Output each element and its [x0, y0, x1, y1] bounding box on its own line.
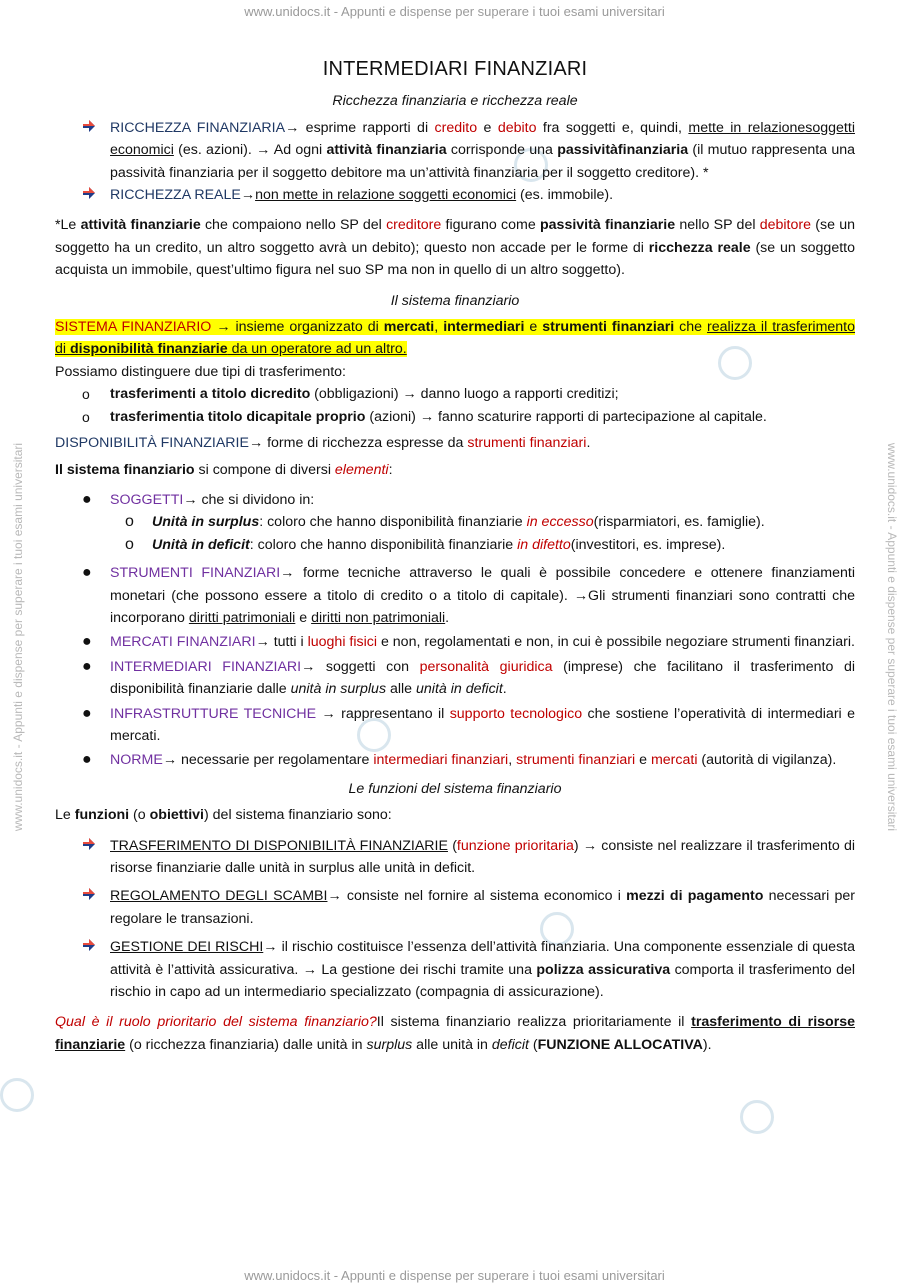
circle-bullet-icon: o: [125, 535, 134, 553]
functions-list: [55, 835, 855, 1004]
arrow-bullet-icon: [82, 837, 96, 851]
section-heading: Ricchezza finanziaria e ricchezza reale: [332, 93, 578, 110]
list-item: RICCHEZZA REALE→non mette in relazione soggetti economici (es. immobile).: [55, 184, 855, 206]
arrow-icon: →: [240, 187, 256, 204]
arrow-icon: →: [216, 319, 231, 336]
term-label: RICCHEZZA FINANZIARIA: [110, 119, 286, 136]
list-item: ● STRUMENTI FINANZIARI→ forme tecniche attraverso le quali è possibile concedere e ottenere finanziamenti monetari (che possono essere a titolo di credito o a titolo di capitale). →Gli strumenti finanziari sono contratti che incorporano diritti patrimoniali e diritti non patrimoniali.: [82, 564, 855, 626]
list-item: REGOLAMENTO DEGLI SCAMBI→ consiste nel fornire al sistema economico i mezzi di pagamento necessari per regolare le transazioni.: [55, 885, 855, 930]
functions-intro: Le funzioni (o obiettivi) del sistema finanziario sono:: [55, 807, 392, 824]
arrow-bullet-icon: [82, 887, 96, 901]
components-intro: Il sistema finanziario si compone di diversi elementi:: [55, 461, 393, 478]
arrow-bullet-icon: [82, 119, 96, 133]
circle-bullet-icon: o: [82, 408, 90, 425]
list-item: RICCHEZZA FINANZIARIA→ esprime rapporti di credito e debito fra soggetti e, quindi, mette in relazionesoggetti economici (es. azioni). → Ad ogni attività finanziaria corrisponde una passivitàfinanziaria (il mutuo rappresenta una passività finanziaria per il soggetto debitore ma un’attività finanziaria per il soggetto creditore). *: [55, 117, 855, 184]
list-item: o trasferimentia titolo dicapitale proprio (azioni) → fanno scaturire rapporti di partecipazione al capitale.: [55, 406, 855, 428]
watermark-left: www.unidocs.it - Appunti e dispense per superare i tuoi esami universitari: [11, 442, 25, 832]
arrow-icon: →: [256, 142, 271, 159]
section-heading: Il sistema finanziario: [390, 292, 520, 309]
term-label: RICCHEZZA REALE: [110, 187, 241, 204]
circle-bullet-icon: o: [125, 513, 134, 531]
disponibilita-paragraph: DISPONIBILITÀ FINANZIARIE→ forme di ricchezza espresse da strumenti finanziari.: [55, 435, 591, 452]
watermark-top: www.unidocs.it - Appunti e dispense per superare i tuoi esami universitari: [244, 4, 665, 19]
question-paragraph: Qual è il ruolo prioritario del sistema finanziario?Il sistema finanziario realizza prioritariamente il trasferimento di risorse finanziarie (o ricchezza finanziaria) dalle unità in surplus alle unità in deficit (FUNZIONE ALLOCATIVA).: [55, 1014, 855, 1053]
definition-paragraph: SISTEMA FINANZIARIO → insieme organizzato di mercati, intermediari e strumenti finanziari che realizza il trasferimento di disponibilità finanziarie da un operatore ad un altro.: [55, 319, 856, 358]
list-item: ● MERCATI FINANZIARI→ tutti i luoghi fisici e non, regolamentati e non, in cui è possibile negoziare strumenti finanziari.: [55, 631, 855, 653]
list-item: ● INTERMEDIARI FINANZIARI→ soggetti con personalità giuridica (imprese) che facilitano il trasferimento di disponibilità finanziarie dalle unità in surplus alle unità in deficit.: [82, 657, 855, 698]
footnote-paragraph: *Le attività finanziarie che compaiono nello SP del creditore figurano come passività finanziarie nello SP del debitore (se un soggetto ha un credito, un altro soggetto avrà un debito); questo non accade per le forme di ricchezza reale (se un soggetto acquista un immobile, quest’ultimo figura nel suo SP ma non in quello di un altro soggetto).: [55, 217, 856, 279]
list-item: ● SOGGETTI→ che si dividono in: o Unità in surplus: coloro che hanno disponibilità finanziarie in eccesso(risparmiatori, es. famiglie). o Unità in deficit: coloro che hanno disponibilità finanziarie in difetto(investitori, es. imprese).: [55, 489, 855, 556]
arrow-bullet-icon: [82, 186, 96, 200]
arrow-icon: →: [285, 119, 300, 136]
elements-list: [55, 489, 855, 772]
circle-bullet-icon: o: [82, 386, 90, 403]
section-heading: Le funzioni del sistema finanziario: [348, 780, 562, 797]
document-page: [55, 58, 855, 1056]
intro-text: Possiamo distinguere due tipi di trasferimento:: [55, 363, 346, 380]
soggetti-sublist: [55, 511, 855, 556]
watermark-right: www.unidocs.it - Appunti e dispense per superare i tuoi esami universitari: [885, 442, 899, 832]
ricchezza-list: [55, 117, 855, 207]
sublist-item: o Unità in surplus: coloro che hanno disponibilità finanziarie in eccesso(risparmiatori, es. famiglie).: [55, 511, 855, 533]
bullet-icon: ●: [82, 633, 92, 651]
bullet-icon: ●: [82, 704, 92, 722]
list-item: ● NORME→ necessarie per regolamentare intermediari finanziari, strumenti finanziari e mercati (autorità di vigilanza).: [55, 749, 855, 771]
watermark-bottom: www.unidocs.it - Appunti e dispense per superare i tuoi esami universitari: [244, 1268, 665, 1283]
bullet-icon: ●: [82, 490, 92, 508]
transfer-types-list: [55, 383, 855, 428]
watermark-logo-icon: [740, 1100, 774, 1134]
arrow-bullet-icon: [82, 938, 96, 952]
bullet-icon: ●: [82, 657, 92, 675]
sublist-item: o Unità in deficit: coloro che hanno disponibilità finanziarie in difetto(investitori, es. imprese).: [55, 534, 855, 556]
bullet-icon: ●: [82, 564, 92, 582]
list-item: TRASFERIMENTO DI DISPONIBILITÀ FINANZIARIE (funzione prioritaria) → consiste nel realizzare il trasferimento di risorse finanziarie dalle unità in surplus alle unità in deficit.: [55, 835, 855, 880]
list-item: ● INFRASTRUTTURE TECNICHE → rappresentano il supporto tecnologico che sostiene l’operatività di intermediari e mercati.: [82, 704, 855, 744]
list-item: o trasferimenti a titolo dicredito (obbligazioni) → danno luogo a rapporti creditizi;: [55, 383, 855, 405]
list-item: GESTIONE DEI RISCHI→ il rischio costituisce l’essenza dell’attività finanziaria. Una componente essenziale di questa attività è l’attività assicurativa. → La gestione dei rischi tramite una polizza assicurativa comporta il trasferimento del rischio in capo ad un intermediario specializzato (compagnia di assicurazione).: [55, 936, 855, 1003]
watermark-logo-icon: [0, 1078, 34, 1112]
page-title: INTERMEDIARI FINANZIARI: [322, 58, 588, 80]
bullet-icon: ●: [82, 751, 92, 769]
